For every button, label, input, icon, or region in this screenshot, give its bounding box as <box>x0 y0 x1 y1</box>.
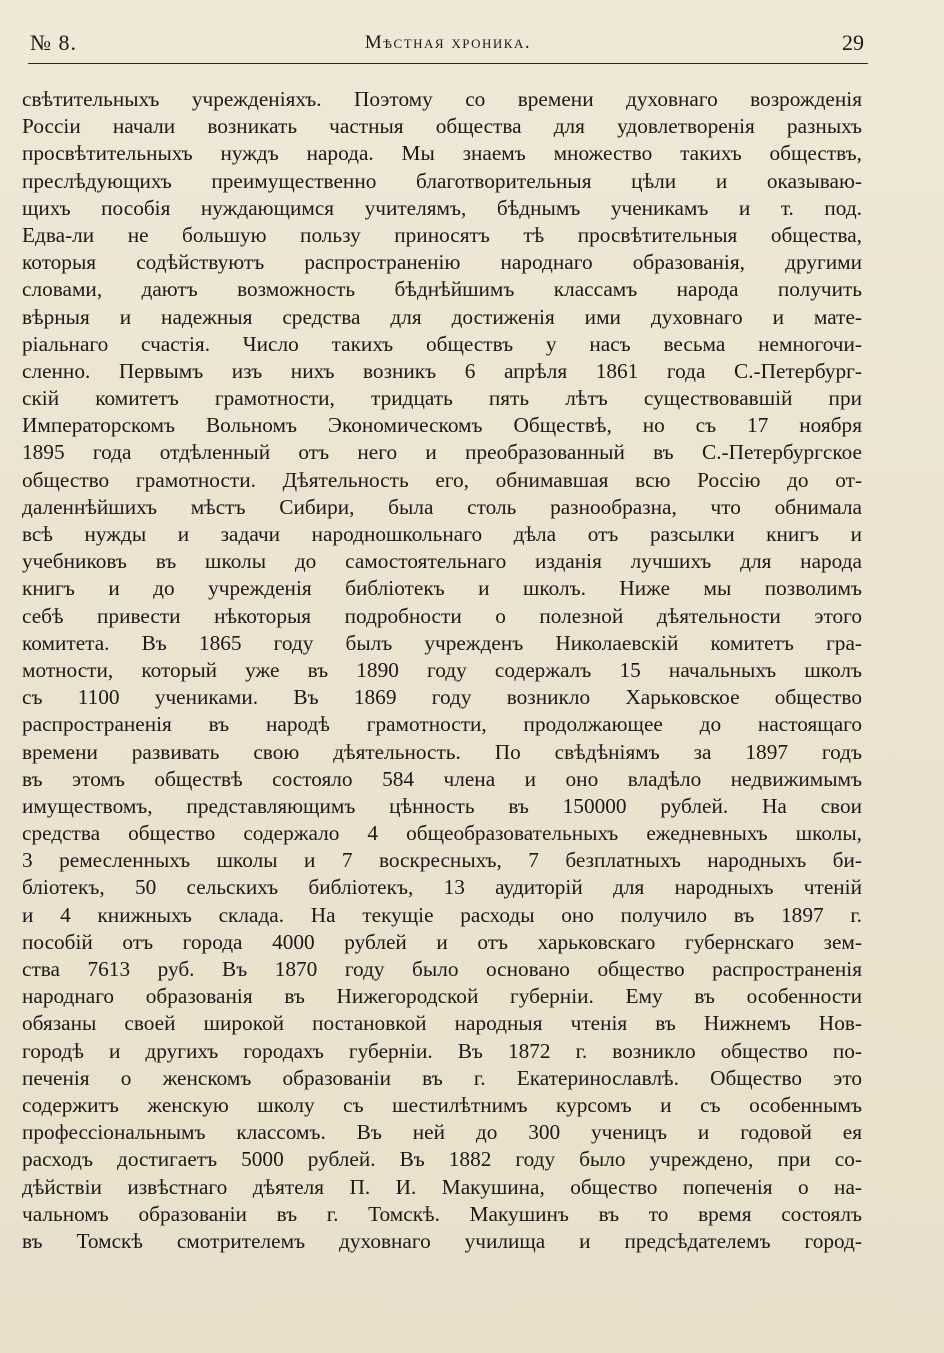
text-line: скiй комитетъ грамотности, тридцать пять лѣтъ существовавшiй при <box>22 386 862 411</box>
body-text <box>22 86 862 1255</box>
text-line: печенiя о женскомъ образованiи въ г. Екатеринославлѣ. Общество это <box>22 1065 862 1090</box>
text-line: преслѣдующихъ преимущественно благотворительныя цѣли и оказываю- <box>22 168 862 193</box>
text-line: просвѣтительныхъ нуждъ народа. Мы знаемъ множество такихъ обществъ, <box>22 141 862 166</box>
text-line: городѣ и другихъ городахъ губернiи. Въ 1872 г. возникло общество по- <box>22 1038 862 1063</box>
text-line: профессiональнымъ классомъ. Въ ней до 300 ученицъ и годовой ея <box>22 1120 862 1145</box>
text-line: комитета. Въ 1865 году былъ учрежденъ Николаевскiй комитетъ гра- <box>22 630 862 655</box>
text-line: всѣ нужды и задачи народношкольнаго дѣла отъ разсылки книгъ и <box>22 522 862 546</box>
text-line: народнаго образованiя въ Нижегородской губернiи. Ему въ особенности <box>22 984 862 1009</box>
text-line: вѣрныя и надежныя средства для достиженiя ими духовнаго и мате- <box>22 304 862 329</box>
text-line: Императорскомъ Вольномъ Экономическомъ Обществѣ, но съ 17 ноября <box>22 413 862 438</box>
text-line: времени развивать свою дѣятельность. По свѣдѣнiямъ за 1897 годъ <box>22 739 862 764</box>
text-line: содержитъ женскую школу съ шестилѣтнимъ курсомъ и съ особеннымъ <box>22 1092 862 1117</box>
text-line: и 4 книжныхъ склада. На текущiе расходы оно получило въ 1897 г. <box>22 902 862 927</box>
text-line: книгъ и до учрежденiя библiотекъ и школъ. Ниже мы позволимъ <box>22 576 862 601</box>
text-line: щихъ пособiя нуждающимся учителямъ, бѣднымъ ученикамъ и т. под. <box>22 195 862 220</box>
text-line: обязаны своей широкой постановкой народныя чтенiя въ Нижнемъ Нов- <box>22 1011 862 1036</box>
text-line: 1895 года отдѣленный отъ него и преобразованный въ С.-Петербургское <box>22 440 862 465</box>
text-line: въ этомъ обществѣ состояло 584 члена и оно владѣло недвижимымъ <box>22 766 862 791</box>
text-line: расходъ достигаетъ 5000 рублей. Въ 1882 году было учреждено, при со- <box>22 1147 862 1172</box>
text-line: блiотекъ, 50 сельскихъ библiотекъ, 13 аудиторiй для народныхъ чтенiй <box>22 875 862 900</box>
text-line: свѣтительныхъ учрежденiяхъ. Поэтому со времени духовнаго возрожденiя <box>22 87 862 111</box>
text-line: чальномъ образованiи въ г. Томскѣ. Макушинъ въ то время состоялъ <box>22 1201 862 1226</box>
text-line: съ 1100 учениками. Въ 1869 году возникло Харьковское общество <box>22 685 862 710</box>
text-line: Едва-ли не большую пользу приносятъ тѣ просвѣтительныя общества, <box>22 222 862 247</box>
page-number: 29 <box>842 30 864 55</box>
text-line: пособiй отъ города 4000 рублей и отъ харьковскаго губернскаго зем- <box>22 929 862 954</box>
text-line: даленнѣйшихъ мѣстъ Сибири, была столь разнообразна, что обнимала <box>22 494 862 519</box>
text-line: ства 7613 руб. Въ 1870 году было основано общество распространенiя <box>22 957 862 981</box>
text-line: 3 ремесленныхъ школы и 7 воскресныхъ, 7 безплатныхъ народныхъ би- <box>22 848 862 873</box>
text-line: себѣ привести нѣкоторыя подробности о полезной дѣятельности этого <box>22 603 862 628</box>
text-line: распространенiя въ народѣ грамотности, продолжающее до настоящаго <box>22 712 862 737</box>
page-header <box>28 28 868 62</box>
text-line: сленно. Первымъ изъ нихъ возникъ 6 апрѣля 1861 года С.-Петербург- <box>22 358 862 383</box>
text-line: которыя содѣйствуютъ распространенiю народнаго образованiя, другими <box>22 250 862 275</box>
text-line: словами, даютъ возможность бѣднѣйшимъ классамъ народа получить <box>22 277 862 302</box>
text-line: дѣйствiи извѣстнаго дѣятеля П. И. Макушина, общество попеченiя о на- <box>22 1174 862 1199</box>
text-line: общество грамотности. Дѣятельность его, обнимавшая всю Россiю до от- <box>22 467 862 492</box>
text-line: учебниковъ въ школы до самостоятельнаго изданiя лучшихъ для народа <box>22 549 862 574</box>
running-title: Мѣстная хроника. <box>364 32 532 53</box>
text-line: въ Томскѣ смотрителемъ духовнаго училища и предсѣдателемъ город- <box>22 1228 862 1253</box>
text-line: рiальнаго счастiя. Число такихъ обществъ у насъ весьма немногочи- <box>22 331 862 356</box>
text-line: Россiи начали возникать частныя общества для удовлетворенiя разныхъ <box>22 114 862 139</box>
text-line: имуществомъ, представляющимъ цѣнность въ 150000 рублей. На свои <box>22 793 862 818</box>
text-line: мотности, который уже въ 1890 году содержалъ 15 начальныхъ школъ <box>22 657 862 682</box>
text-line: средства общество содержало 4 общеобразовательныхъ ежедневныхъ школы, <box>22 821 862 846</box>
issue-number: № 8. <box>30 30 77 55</box>
header-rule <box>28 63 868 64</box>
